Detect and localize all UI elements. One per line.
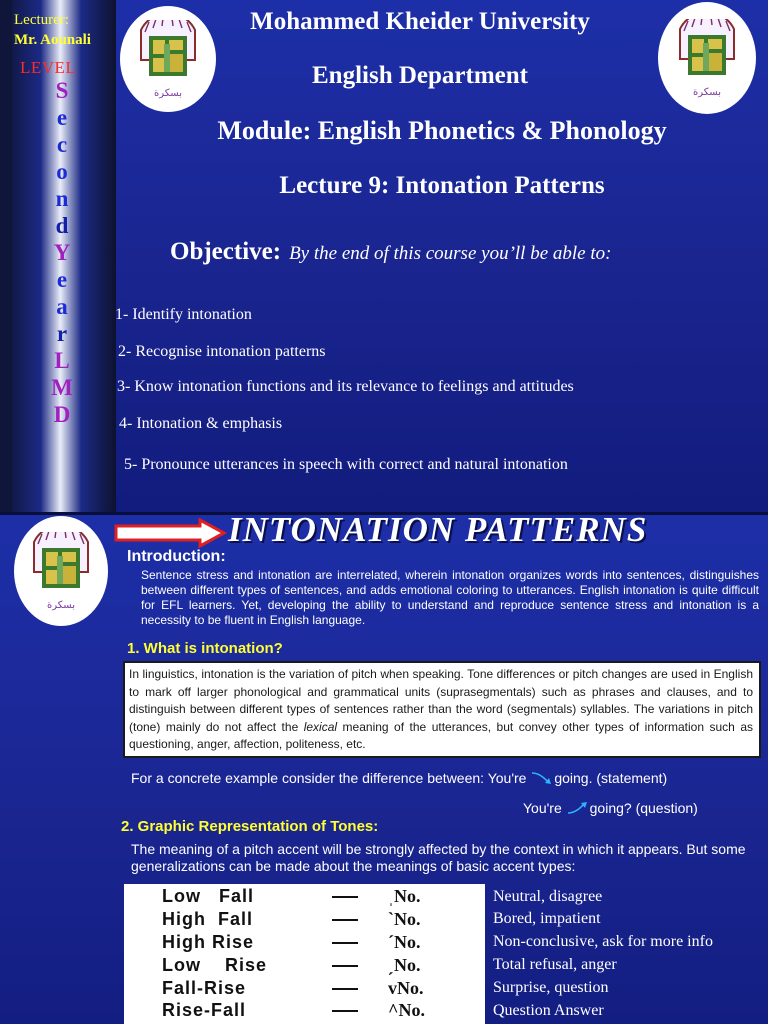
tone-mark: ˊNo.: [388, 932, 421, 952]
vertical-letter: r: [56, 321, 68, 346]
tone-row: [124, 909, 485, 932]
tone-name: High Fall: [162, 909, 253, 929]
objective-item: 5- Pronounce utterances in speech with correct and natural intonation: [124, 456, 568, 473]
sidebar-band: [0, 0, 12, 512]
vertical-letter: M: [51, 375, 73, 400]
tone-meaning: Total refusal, anger: [493, 956, 617, 973]
tone-row: [124, 1000, 485, 1023]
content-slide: [0, 512, 768, 1024]
objective-item: 4- Intonation & emphasis: [119, 415, 283, 432]
university-logo: [14, 516, 108, 626]
objective-item: 2- Recognise intonation patterns: [118, 343, 326, 360]
objective-text: By the end of this course you’ll be able to:: [289, 243, 612, 264]
dash: [332, 988, 358, 990]
tone-mark: ^No.: [388, 1000, 425, 1020]
graphic-representation-heading: 2. Graphic Representation of Tones:: [121, 818, 379, 835]
definition-italic-term: lexical: [303, 719, 338, 734]
rising-tone-arrow-icon: [566, 801, 590, 815]
tone-name: Low Rise: [162, 955, 268, 975]
tone-meaning: Bored, impatient: [493, 910, 601, 927]
objective-line: [170, 238, 611, 266]
logo-script: بسكرة: [154, 87, 182, 99]
lecturer-name: Mr. Aounali: [14, 32, 91, 48]
objective-item: 3- Know intonation functions and its relevance to feelings and attitudes: [117, 378, 574, 395]
dash: [332, 965, 358, 967]
level-label: LEVEL: [20, 58, 77, 77]
logo-script: بسكرة: [47, 599, 75, 611]
example-question-head: You're: [523, 800, 566, 816]
vertical-level-text: [46, 78, 78, 429]
introduction-body: Sentence stress and intonation are interrelated, wherein intonation organizes words into sentences, distinguishes between different types of sentences, and adds emotional coloring to utterances. English intonation is quite difficult for EFL learners. Yet, developing the ability to understand and reproduce sentence stress and intonation is a necessity to be fluent in English language.: [141, 568, 759, 627]
introduction-heading: Introduction:: [127, 548, 226, 565]
module-title: Module: English Phonetics & Phonology: [217, 116, 667, 145]
example-intro: For a concrete example consider the difference between: You're: [131, 770, 531, 786]
objective-item: 1- Identify intonation: [115, 306, 252, 323]
dash: [332, 919, 358, 921]
tone-row: [124, 955, 485, 978]
sidebar: [0, 0, 116, 512]
vertical-letter: L: [54, 348, 70, 373]
vertical-letter: a: [56, 294, 68, 319]
tone-row: [124, 886, 485, 909]
example-question-text: going? (question): [589, 800, 698, 816]
tone-meaning: Question Answer: [493, 1002, 604, 1019]
dash: [332, 896, 358, 898]
example-question: [523, 800, 698, 816]
vertical-letter: Y: [53, 240, 71, 265]
section-title: INTONATION PATTERNS: [228, 512, 648, 549]
vertical-letter: e: [56, 105, 68, 130]
definition-text: meaning of the utterances, but convey other types of information such as questioning, anger, affection, politeness, etc.: [129, 719, 753, 751]
vertical-letter: n: [55, 186, 69, 211]
tone-row: [124, 978, 485, 1001]
vertical-letter: e: [56, 267, 68, 292]
tone-mark: ˋNo.: [388, 909, 421, 929]
objective-label: Objective:: [170, 238, 282, 265]
vertical-letter: d: [55, 213, 69, 238]
example-statement-text: going. (statement): [554, 770, 668, 786]
university-title: Mohammed Kheider University: [250, 8, 590, 35]
tones-table: [124, 884, 485, 1024]
tone-meaning: Neutral, disagree: [493, 888, 603, 905]
vertical-letter: c: [56, 132, 68, 157]
dash: [332, 1010, 358, 1012]
tone-mark: ˏNo.: [388, 955, 421, 975]
logo-script: بسكرة: [693, 86, 721, 98]
tone-row: [124, 932, 485, 955]
example-statement: [131, 770, 667, 786]
dash: [332, 942, 358, 944]
tone-mark: vNo.: [388, 978, 424, 998]
tone-meaning: Non-conclusive, ask for more info: [493, 933, 713, 950]
definition-text: In linguistics, intonation is the variation of pitch when speaking. Tone differences or pitch changes are used in English to mark off larger phonological and grammatical units (suprasegmentals) such as phrases and clauses, and to distinguish between different types of sentences rather than the word (segmentals) syllables. The variations in pitch (tone) mainly do not affect the: [129, 667, 753, 734]
tone-name: Rise-Fall: [162, 1000, 247, 1020]
what-is-intonation-heading: 1. What is intonation?: [127, 640, 283, 657]
tone-name: Fall-Rise: [162, 978, 247, 998]
graphic-representation-body: The meaning of a pitch accent will be strongly affected by the context in which it appears. But some generalizations can be made about the meanings of basic accent types:: [131, 841, 746, 874]
lecturer-label: Lecturer:: [14, 12, 69, 28]
definition-box: [123, 661, 761, 758]
vertical-letter: S: [55, 78, 69, 103]
vertical-letter: D: [53, 402, 71, 427]
vertical-letter: o: [56, 159, 68, 184]
tone-meaning: Surprise, question: [493, 979, 609, 996]
tone-mark: ˌNo.: [388, 886, 421, 906]
falling-tone-arrow-icon: [530, 771, 554, 785]
tone-name: Low Fall: [162, 886, 255, 906]
university-crest-icon: [28, 532, 94, 598]
department-title: English Department: [312, 62, 528, 89]
arrow-right-icon: [112, 518, 228, 548]
lecture-title: Lecture 9: Intonation Patterns: [279, 172, 605, 199]
tone-name: High Rise: [162, 932, 255, 952]
